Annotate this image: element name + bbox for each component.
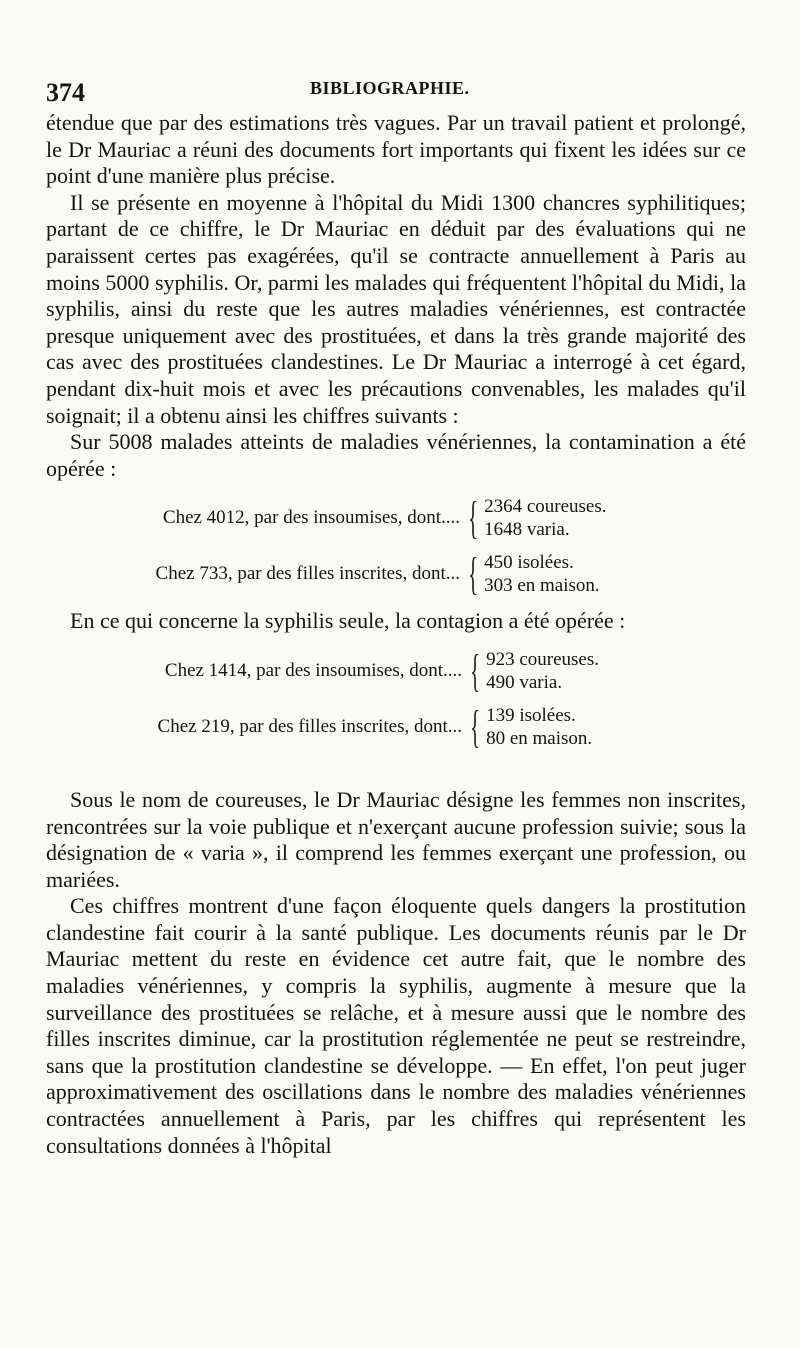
row-value: 303 en maison. (484, 575, 600, 597)
running-title: BIBLIOGRAPHIE. (310, 78, 470, 98)
syphilis-table (46, 643, 746, 755)
paragraph: Il se présente en moyenne à l'hôpital du Midi 1300 chancres syphilitiques; partant de ce chiffre, le Dr Mauriac en déduit par des évaluations qui ne paraissent certes pas exagérées, qu'il se contracte annuellement à Paris au moins 5000 syphilis. Or, parmi les malades qui fréquentent l'hôpital du Midi, la syphilis, ainsi du reste que les autres maladies vénériennes, est contractée presque uniquement avec des prostituées, et dans la très grande majorité des cas avec des prostituées clandestines. Le Dr Mauriac a interrogé à cet égard, pendant dix-huit mois et avec les précautions convenables, les malades qu'il soignait; il a obtenu ainsi les chiffres suivants : (46, 189, 746, 428)
brace-icon: { (468, 492, 479, 544)
row-label: Chez 4012, par des insoumises, dont.... (162, 507, 460, 529)
row-value: 1648 varia. (484, 519, 570, 541)
contamination-table (46, 490, 746, 602)
paragraph: En ce qui concerne la syphilis seule, la contagion a été opérée : (70, 608, 626, 634)
table-row (46, 546, 746, 602)
row-value: 490 varia. (486, 671, 563, 693)
paragraph: Sous le nom de coureuses, le Dr Mauriac désigne les femmes non inscrites, rencontrées sur la voie publique et n'exerçant aucune profession suivie; sous la désignation de « varia », il comprend les femmes exerçant une profession, ou mariées. (46, 786, 746, 892)
body-text (46, 110, 746, 1159)
brace-icon: { (468, 548, 479, 600)
row-value: 139 isolées. (486, 704, 576, 726)
page-number: 374 (46, 78, 85, 107)
paragraph: Ces chiffres montrent d'une façon éloquente quels dangers la prostitution clandestine fait courir à la santé publique. Les documents réunis par le Dr Mauriac mettent du reste en évidence cet autre fait, que le nombre des maladies vénériennes, y compris la syphilis, augmente à mesure que la surveillance des prostituées se relâche, et à mesure aussi que le nombre des filles inscrites diminue, car la prostitution réglementée ne peut se restreindre, sans que la prostitution clandestine se développe. — En effet, l'on peut juger approximativement des oscillations dans le nombre des maladies vénériennes contractées annuellement à Paris, par les chiffres qui représentent les consultations données à l'hôpital (46, 893, 746, 1158)
brace-icon: { (470, 700, 481, 752)
page-header (46, 70, 746, 110)
row-value: 2364 coureuses. (484, 496, 607, 518)
row-label: Chez 219, par des filles inscrites, dont... (157, 715, 462, 737)
row-label: Chez 1414, par des insoumises, dont.... (164, 659, 462, 681)
row-value: 80 en maison. (486, 727, 593, 749)
table-row (46, 643, 746, 699)
row-value: 923 coureuses. (486, 648, 600, 670)
row-value: 450 isolées. (484, 552, 574, 574)
table-row (46, 699, 746, 755)
book-page (46, 70, 746, 1159)
paragraph: étendue que par des estimations très vagues. Par un travail patient et prolongé, le Dr Mauriac a réuni des documents fort importants qui fixent les idées sur ce point d'une manière plus précise. (46, 110, 746, 189)
row-label: Chez 733, par des filles inscrites, dont... (155, 563, 460, 585)
paragraph: Sur 5008 malades atteints de maladies vénériennes, la contamination a été opérée : (46, 429, 746, 481)
brace-icon: { (470, 644, 481, 696)
table-row (46, 490, 746, 546)
